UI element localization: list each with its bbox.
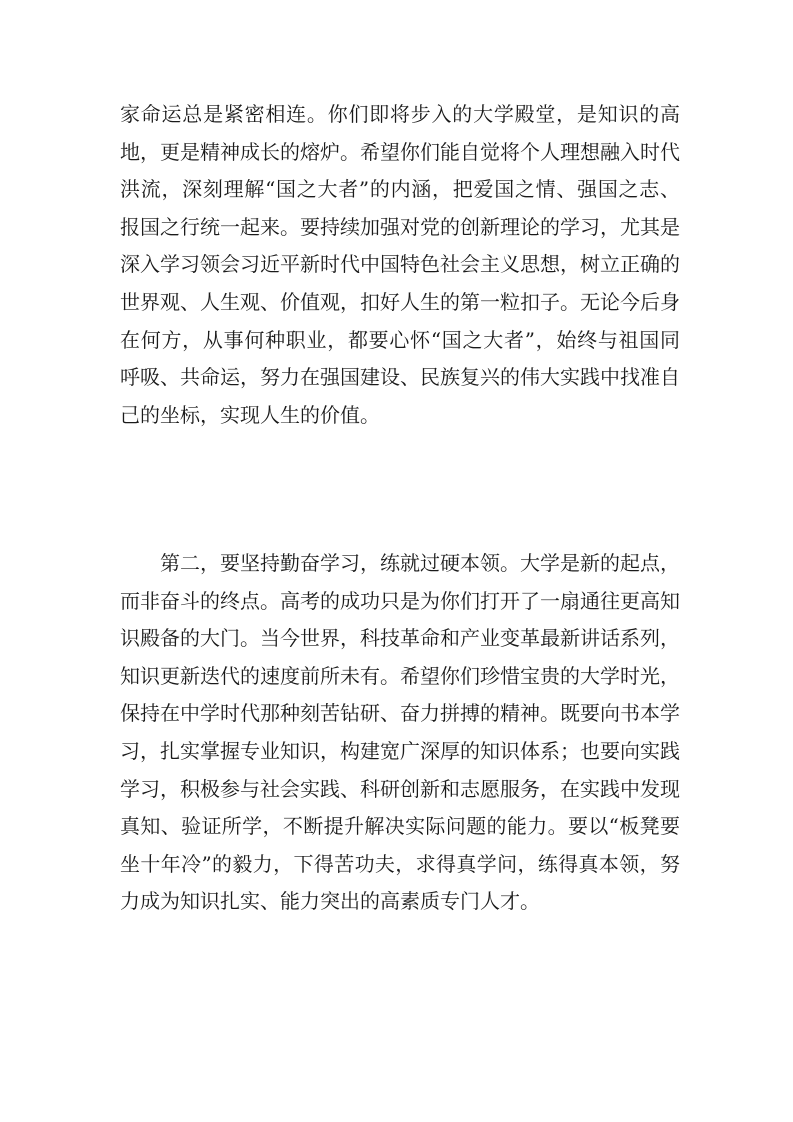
body-paragraph-1: 家命运总是紧密相连。你们即将步入的大学殿堂，是知识的高地，更是精神成长的熔炉。希望你们能自觉将个人理想融入时代洪流，深刻理解“国之大者”的内涵，把爱国之情、强国之志、报国之行统一起来。要持续加强对党的创新理论的学习，尤其是深入学习领会习近平新时代中国特色社会主义思想，树立正确的世界观、人生观、价值观，扣好人生的第一粒扣子。无论今后身在何方，从事何种职业，都要心怀“国之大者”，始终与祖国同呼吸、共命运，努力在强国建设、民族复兴的伟大实践中找准自己的坐标，实现人生的价值。 [120,102,680,427]
body-paragraph-2: 第二，要坚持勤奋学习，练就过硬本领。大学是新的起点，而非奋斗的终点。高考的成功只是为你们打开了一扇通往更高知识殿备的大门。当今世界，科技革命和产业变革最新讲话系列，知识更新迭代的速度前所未有。希望你们珍惜宝贵的大学时光，保持在中学时代那种刻苦钻研、奋力拼搏的精神。既要向书本学习，扎实掌握专业知识，构建宽广深厚的知识体系；也要向实践学习，积极参与社会实践、科研创新和志愿服务，在实践中发现真知、验证所学，不断提升解决实际问题的能力。要以“板凳要坐十年冷”的毅力，下得苦功夫，求得真学问，练得真本领，努力成为知识扎实、能力突出的高素质专门人才。 [120,551,680,914]
